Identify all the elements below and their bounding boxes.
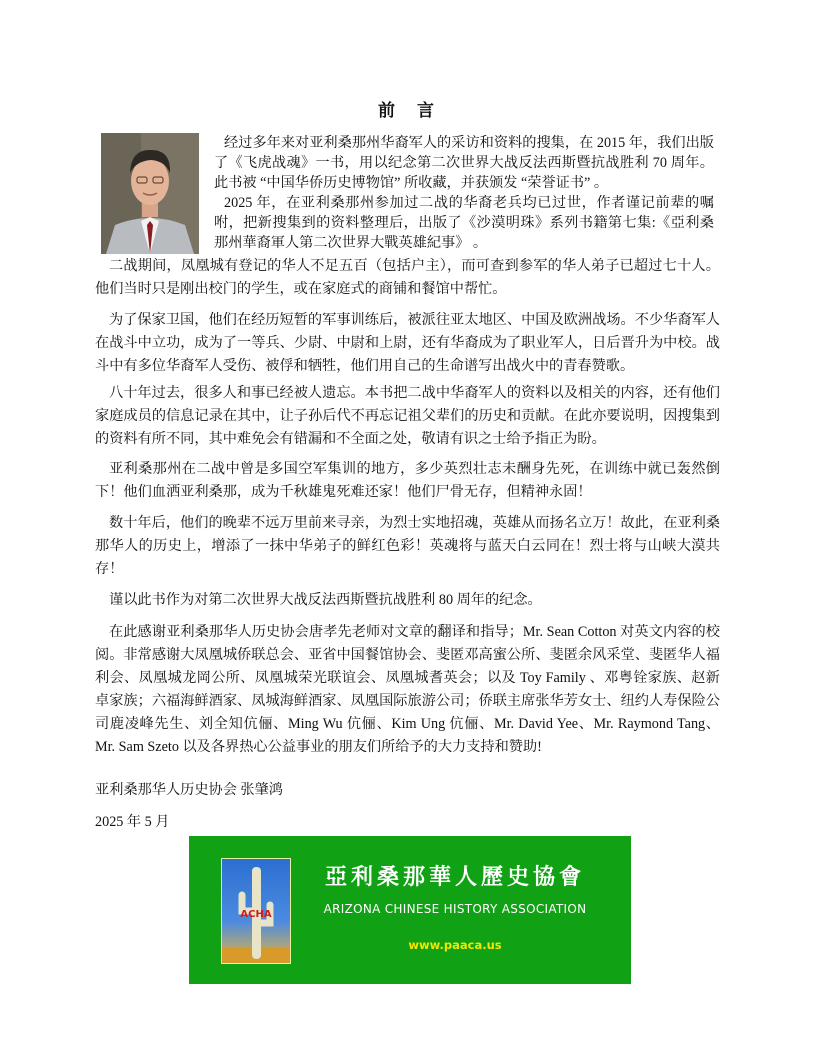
- body-section: [95, 589, 720, 612]
- body-section: [95, 458, 720, 504]
- page-title: 前 言: [378, 101, 442, 121]
- intro-paragraph: 经过多年来对亚利桑那州华裔军人的采访和资料的搜集，在 2015 年，我们出版了《飞虎战魂》一书，用以纪念第二次世界大战反法西斯暨抗战胜利 70 周年。此书被 “中国华侨历史博物馆” 所收藏，并获颁发 “荣誉证书” 。: [214, 135, 714, 191]
- paragraph: 为了保家卫国，他们在经历短暂的军事训练后，被派往亚太地区、中国及欧洲战场。不少华裔军人在战斗中立功，成为了一等兵、少尉、中尉和上尉，还有华裔成为了职业军人，日后晋升为中校。战斗中有多位华裔军人受伤、被俘和牺牲，他们用自己的生命谱写出战火中的青春赞歌。: [95, 312, 720, 374]
- date: 2025 年 5 月: [95, 814, 170, 830]
- body-section: [95, 382, 720, 451]
- signature: 亚利桑那华人历史协会 张肇鸿: [95, 782, 283, 798]
- author-photo: [101, 133, 199, 254]
- association-url[interactable]: www.paaca.us: [408, 938, 502, 952]
- body-section: [95, 621, 720, 759]
- paragraph: 八十年过去，很多人和事已经被人遗忘。本书把二战中华裔军人的资料以及相关的内容，还有他们家庭成员的信息记录在其中，让子孙后代不再忘记祖父辈们的历史和贡献。在此亦要说明，因搜集到的资料有所不同，其中难免会有错漏和不全面之处，敬请有识之士给予指正为盼。: [95, 385, 720, 447]
- body-section: [95, 309, 720, 378]
- paragraph: 谨以此书作为对第二次世界大战反法西斯暨抗战胜利 80 周年的纪念。: [109, 592, 542, 608]
- paragraph: 在此感谢亚利桑那华人历史协会唐孝先老师对文章的翻译和指导；Mr. Sean Cotton 对英文内容的校阅。非常感谢大凤凰城侨联总会、亚省中国餐馆协会、斐匿邓高蜜公所、斐匿余风采堂、斐匿华人福利会、凤凰城龙岡公所、凤凰城荣光联谊会、凤凰城耆英会；以及 Toy Family 、邓粤铨家族、赵新卓家族；六福海鲜酒家、凤城海鲜酒家、凤凰国际旅游公司；侨联主席张华芳女士、纽约人寿保险公司鹿凌峰先生、刘全知伉俪、Ming Wu 伉俪、Kim Ung 伉俪、Mr. David Yee、Mr. Raymond Tang、Mr. Sam Szeto 以及各界热心公益事业的朋友们所给予的大力支持和赞助!: [95, 624, 720, 755]
- paragraph: 二战期间，凤凰城有登记的华人不足五百（包括户主），而可查到参军的华人弟子已超过七十人。他们当时只是刚出校门的学生，或在家庭式的商铺和餐馆中帮忙。: [95, 258, 720, 297]
- body-section: [95, 512, 720, 581]
- paragraph: 数十年后，他们的晚辈不远万里前来寻亲，为烈士实地招魂，英雄从而扬名立万！故此，在亚利桑那华人的历史上，增添了一抹中华弟子的鲜红色彩！英魂将与蓝天白云同在！烈士将与山峡大漠共存！: [95, 515, 720, 577]
- intro-paragraph: 2025 年，在亚利桑那州参加过二战的华裔老兵均已过世，作者谨记前辈的嘱咐，把新搜集到的资料整理后，出版了《沙漠明珠》系列书籍第七集:《亞利桑那州華裔軍人第二次世界大戰英雄紀事》 。: [214, 195, 714, 251]
- paragraph: 亚利桑那州在二战中曾是多国空军集训的地方，多少英烈壮志未酬身先死，在训练中就已轰然倒下！他们血洒亚利桑那，成为千秋雄鬼死难还家！他们尸骨无存，但精神永固！: [95, 461, 720, 500]
- association-english-name: ARIZONA CHINESE HISTORY ASSOCIATION: [323, 902, 587, 916]
- association-chinese-name: 亞利桑那華人歷史協會: [324, 865, 585, 890]
- body-section: [95, 255, 720, 301]
- acha-logo: [221, 858, 291, 964]
- logo-text: ACHA: [240, 909, 272, 920]
- intro-text: [214, 133, 714, 253]
- association-banner: [189, 836, 631, 984]
